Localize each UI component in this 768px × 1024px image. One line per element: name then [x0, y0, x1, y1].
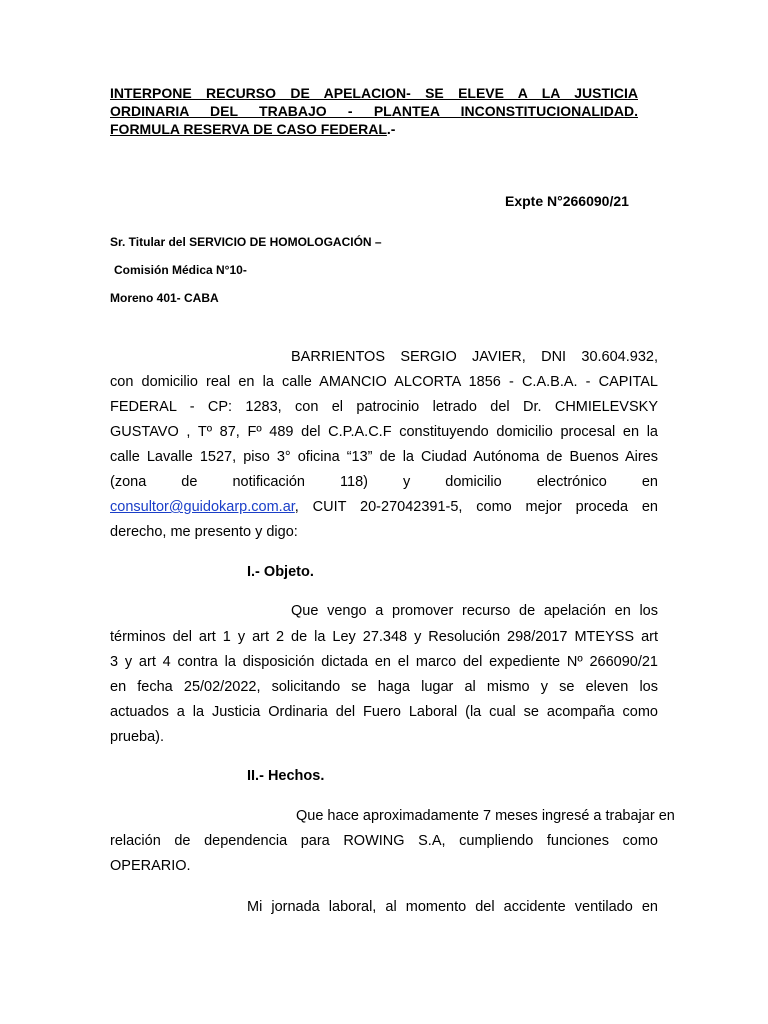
objeto-line: Que vengo a promover recurso de apelación en los: [291, 603, 658, 619]
intro-line: derecho, me presento y digo:: [110, 524, 298, 540]
intro-line: (zona de notificación 118) y domicilio electrónico en: [110, 474, 658, 490]
intro-line: BARRIENTOS SERGIO JAVIER, DNI 30.604.932,: [291, 349, 658, 365]
title-line-2: ORDINARIA DEL TRABAJO - PLANTEA INCONSTITUCIONALIDAD.: [110, 103, 638, 119]
intro-line: GUSTAVO , Tº 87, Fº 489 del C.P.A.C.F constituyendo domicilio procesal en la: [110, 424, 658, 440]
objeto-line: en fecha 25/02/2022, solicitando se haga lugar al mismo y se eleven los: [110, 679, 658, 695]
intro-line: calle Lavalle 1527, piso 3° oficina “13” de la Ciudad Autónoma de Buenos Aires: [110, 449, 658, 465]
section-heading-hechos: II.- Hechos.: [247, 768, 325, 784]
intro-line: con domicilio real en la calle AMANCIO ALCORTA 1856 - C.A.B.A. - CAPITAL: [110, 374, 658, 390]
email-link[interactable]: consultor@guidokarp.com.ar: [110, 499, 295, 515]
hechos-line: OPERARIO.: [110, 858, 191, 874]
addressee-line-3: Moreno 401- CABA: [110, 291, 219, 305]
hechos-line: Que hace aproximadamente 7 meses ingresé a trabajar en: [296, 808, 675, 824]
objeto-line: actuados a la Justicia Ordinaria del Fuero Laboral (la cual se acompaña como: [110, 704, 658, 720]
objeto-line: prueba).: [110, 729, 165, 745]
hechos-line: Mi jornada laboral, al momento del accidente ventilado en: [247, 899, 658, 915]
hechos-line: relación de dependencia para ROWING S.A, cumpliendo funciones como: [110, 833, 658, 849]
objeto-line: 3 y art 4 contra la disposición dictada en el marco del expediente Nº 266090/21: [110, 654, 658, 670]
addressee-line-1: Sr. Titular del SERVICIO DE HOMOLOGACIÓN –: [110, 235, 382, 249]
title-line-1: INTERPONE RECURSO DE APELACION- SE ELEVE A LA JUSTICIA: [110, 85, 638, 101]
intro-line: consultor@guidokarp.com.ar, CUIT 20-27042391-5, como mejor proceda en: [110, 499, 658, 515]
document-title: [110, 84, 638, 138]
expediente-number: Expte N°266090/21: [505, 193, 629, 209]
intro-line: FEDERAL - CP: 1283, con el patrocinio letrado del Dr. CHMIELEVSKY: [110, 399, 658, 415]
addressee-line-2: Comisión Médica N°10-: [114, 263, 247, 277]
title-line-3: FORMULA RESERVA DE CASO FEDERAL.-: [110, 121, 396, 137]
section-heading-objeto: I.- Objeto.: [247, 564, 314, 580]
objeto-line: términos del art 1 y art 2 de la Ley 27.348 y Resolución 298/2017 MTEYSS art: [110, 629, 658, 645]
